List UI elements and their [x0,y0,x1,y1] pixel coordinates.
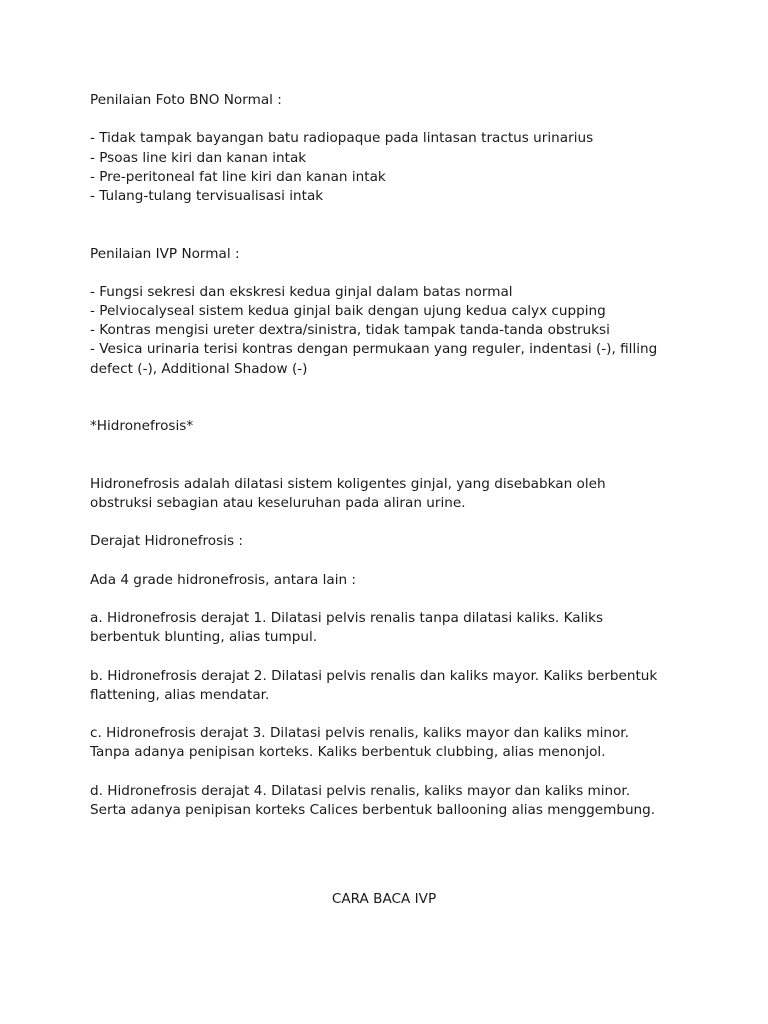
grade-line: d. Hidronefrosis derajat 4. Dilatasi pelvis renalis, kaliks mayor dan kaliks minor. [90,782,631,799]
bno-item: - Pre-peritoneal fat line kiri dan kanan intak [90,168,386,185]
grades-intro: Ada 4 grade hidronefrosis, antara lain : [90,571,357,588]
ivp-item: - Fungsi sekresi dan ekskresi kedua ginjal dalam batas normal [90,283,513,300]
ivp-item: - Vesica urinaria terisi kontras dengan permukaan yang reguler, indentasi (-), filling [90,341,658,358]
grade-line: Serta adanya penipisan korteks Calices berbentuk ballooning alias menggembung. [90,801,656,818]
grade-line: b. Hidronefrosis derajat 2. Dilatasi pelvis renalis dan kaliks mayor. Kaliks berbentuk [90,667,658,684]
bno-section [90,91,690,206]
ivp-section [90,245,690,379]
ivp-item: defect (-), Additional Shadow (-) [90,360,308,377]
grade-line: flattening, alias mendatar. [90,686,270,703]
grade-line: a. Hidronefrosis derajat 1. Dilatasi pelvis renalis tanpa dilatasi kaliks. Kaliks [90,610,604,627]
grade-paragraph-d [90,782,690,820]
derajat-heading: Derajat Hidronefrosis : [90,533,243,550]
footer-title: CARA BACA IVP [331,891,437,907]
document-page [90,91,690,820]
hidronefrosis-definition: Hidronefrosis adalah dilatasi sistem koligentes ginjal, yang disebabkan oleh [90,475,606,492]
bno-item: - Psoas line kiri dan kanan intak [90,149,307,166]
grade-paragraph-a [90,609,690,647]
grade-line: Tanpa adanya penipisan korteks. Kaliks berbentuk clubbing, alias menonjol. [90,744,606,761]
bno-item: - Tulang-tulang tervisualisasi intak [90,187,324,204]
bno-item: - Tidak tampak bayangan batu radiopaque pada lintasan tractus urinarius [90,130,594,147]
grade-paragraph-c [90,724,690,762]
ivp-item: - Pelviocalyseal sistem kedua ginjal baik dengan ujung kedua calyx cupping [90,303,606,320]
grade-paragraph-b [90,667,690,705]
grade-line: c. Hidronefrosis derajat 3. Dilatasi pelvis renalis, kaliks mayor dan kaliks minor. [90,725,629,742]
ivp-item: - Kontras mengisi ureter dextra/sinistra, tidak tampak tanda-tanda obstruksi [90,322,610,339]
hidronefrosis-definition: obstruksi sebagian atau keseluruhan pada aliran urine. [90,494,466,511]
hidronefrosis-section [90,417,690,820]
hidronefrosis-title: *Hidronefrosis* [90,418,194,435]
grade-line: berbentuk blunting, alias tumpul. [90,629,318,646]
ivp-heading: Penilaian IVP Normal : [90,245,240,262]
bno-heading: Penilaian Foto BNO Normal : [90,92,282,108]
